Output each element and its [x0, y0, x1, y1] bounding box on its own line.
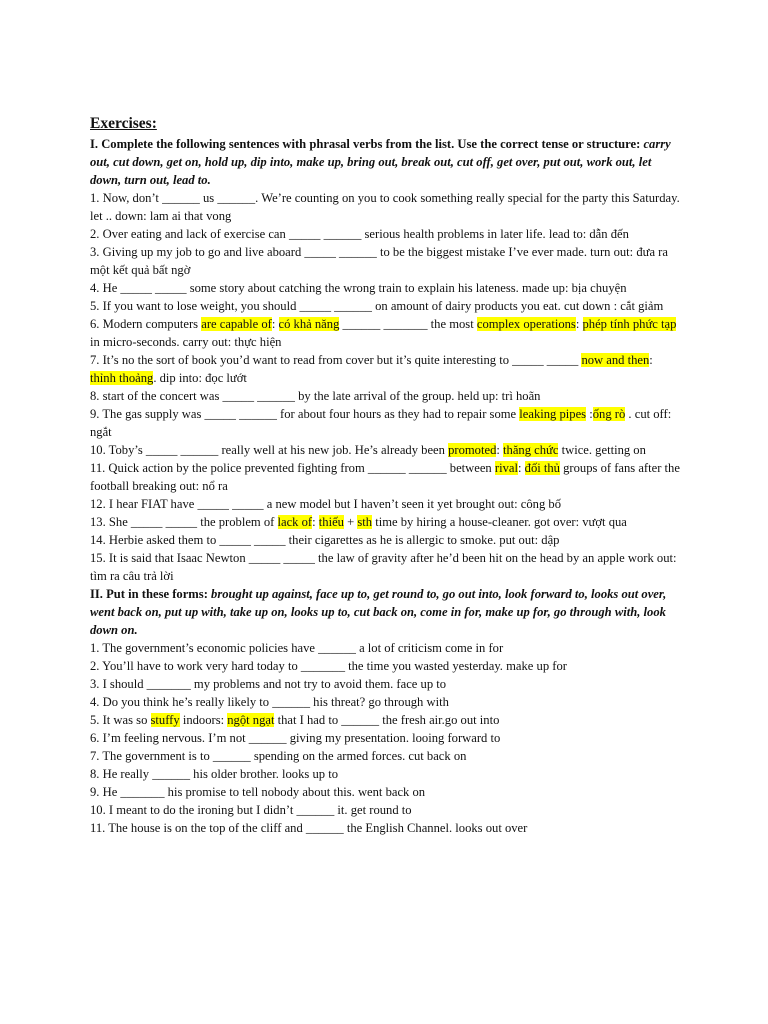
highlighted-phrase: sth [357, 515, 373, 529]
sentence-text: 3. Giving up my job to go and live aboard _____ ______ to be the biggest mistake I’ve ever made. turn out: đưa ra một kết quả bất ngờ [90, 245, 668, 277]
sentence-text: : [312, 515, 319, 529]
section-1-sentence-14 [90, 531, 680, 549]
sentence-text: 2. You’ll have to work very hard today to _______ the time you wasted yesterday. make up for [90, 659, 567, 673]
section-2-sentence-8 [90, 765, 680, 783]
sentence-text: 14. Herbie asked them to _____ _____ their cigarettes as he is allergic to smoke. put out: dập [90, 533, 560, 547]
sentence-text: 8. He really ______ his older brother. looks up to [90, 767, 338, 781]
section-2-sentence-1 [90, 639, 680, 657]
section-2-sentence-3 [90, 675, 680, 693]
sentence-text: 4. Do you think he’s really likely to ______ his threat? go through with [90, 695, 449, 709]
sentence-text: . cut off: ngắt [90, 407, 672, 439]
sentence-text: 5. If you want to lose weight, you should _____ ______ on amount of dairy products you eat. cut down : cắt giảm [90, 299, 664, 313]
section-2-sentence-4 [90, 693, 680, 711]
sentence-text: 12. I hear FIAT have _____ _____ a new model but I haven’t seen it yet brought out: công bố [90, 497, 562, 511]
worksheet-page [90, 114, 680, 837]
highlighted-phrase: thiếu [318, 515, 344, 529]
section-2-sentence-7 [90, 747, 680, 765]
sentence-text: : [271, 317, 279, 331]
sentence-text: 10. Toby’s _____ ______ really well at his new job. He’s already been [90, 443, 449, 457]
sentence-text: 11. Quick action by the police prevented fighting from ______ ______ between [90, 461, 495, 475]
section-1-sentence-12 [90, 495, 680, 513]
sentence-text: : [496, 443, 504, 457]
section-2-sentence-10 [90, 801, 680, 819]
highlighted-phrase: ống rò [592, 407, 626, 421]
section-2-sentence-list [90, 639, 680, 837]
highlighted-phrase: complex operations [476, 317, 576, 331]
section-1-sentence-13 [90, 513, 680, 531]
sentence-text: 6. Modern computers [90, 317, 202, 331]
section-1-sentence-list [90, 189, 680, 585]
highlighted-phrase: thăng chức [503, 443, 559, 457]
highlighted-phrase: stuffy [150, 713, 180, 727]
sentence-text: : [649, 353, 653, 367]
section-1-sentence-11 [90, 459, 680, 495]
highlighted-phrase: ngột ngạt [227, 713, 275, 727]
sentence-text: 15. It is said that Isaac Newton _____ _____ the law of gravity after he’d been hit on the head by an apple work out: tìm ra câu trả lời [90, 551, 677, 583]
sentence-text: 7. The government is to ______ spending on the armed forces. cut back on [90, 749, 467, 763]
sentence-text: twice. getting on [558, 443, 646, 457]
sentence-text: : [575, 317, 583, 331]
section-2-sentence-11 [90, 819, 680, 837]
highlighted-phrase: leaking pipes [519, 407, 587, 421]
section-1-sentence-15 [90, 549, 680, 585]
section-2-instruction [90, 585, 680, 639]
section-1-sentence-3 [90, 243, 680, 279]
section-1-sentence-7 [90, 351, 680, 387]
highlighted-phrase: đối thủ [524, 461, 560, 475]
sentence-text: groups of fans after the football breaking out: nổ ra [90, 461, 680, 493]
section-1-sentence-1 [90, 189, 680, 225]
sentence-text: 4. He _____ _____ some story about catching the wrong train to explain his lateness. made up: bịa chuyện [90, 281, 627, 295]
exercises-title: Exercises: [90, 115, 157, 132]
highlighted-phrase: promoted [448, 443, 497, 457]
sentence-text: : [517, 461, 525, 475]
sentence-text: 6. I’m feeling nervous. I’m not ______ giving my presentation. looing forward to [90, 731, 501, 745]
sentence-text: 7. It’s no the sort of book you’d want to read from cover but it’s quite interesting to _____ _____ [90, 353, 582, 367]
sentence-text: time by hiring a house-cleaner. got over: vượt qua [372, 515, 627, 529]
section-2-sentence-9 [90, 783, 680, 801]
sentence-text: 2. Over eating and lack of exercise can _____ ______ serious health problems in later life. lead to: dẫn đến [90, 227, 629, 241]
sentence-text: 9. The gas supply was _____ ______ for about four hours as they had to repair some [90, 407, 520, 421]
sentence-text: that I had to ______ the fresh air.go out into [274, 713, 500, 727]
highlighted-phrase: are capable of [201, 317, 272, 331]
section-2-sentence-2 [90, 657, 680, 675]
highlighted-phrase: phép tính phức tạp [582, 317, 677, 331]
section-2-sentence-5 [90, 711, 680, 729]
section-1-instruction-text: I. Complete the following sentences with phrasal verbs from the list. Use the correct tense or structure: [90, 137, 641, 151]
highlighted-phrase: có khả năng [278, 317, 340, 331]
section-2-sentence-6 [90, 729, 680, 747]
sentence-text: 3. I should _______ my problems and not try to avoid them. face up to [90, 677, 447, 691]
sentence-text: ______ _______ the most [339, 317, 477, 331]
section-1-sentence-2 [90, 225, 680, 243]
section-1-sentence-5 [90, 297, 680, 315]
highlighted-phrase: now and then [581, 353, 650, 367]
highlighted-phrase: rival [494, 461, 518, 475]
section-1-instruction [90, 135, 680, 189]
highlighted-phrase: lack of [277, 515, 313, 529]
sentence-text: 9. He _______ his promise to tell nobody about this. went back on [90, 785, 426, 799]
section-1-sentence-8 [90, 387, 680, 405]
sentence-text: 1. The government’s economic policies have ______ a lot of criticism come in for [90, 641, 504, 655]
sentence-text: 13. She _____ _____ the problem of [90, 515, 278, 529]
section-1-sentence-10 [90, 441, 680, 459]
section-1-verb-list: carry out, cut down, get on, hold up, dip into, make up, bring out, break out, cut off, get over, put out, work out, let down, turn out, lead to. [90, 137, 671, 187]
sentence-text: 10. I meant to do the ironing but I didn’t ______ it. get round to [90, 803, 412, 817]
sentence-text: . dip into: đọc lướt [153, 371, 247, 385]
highlighted-phrase: thỉnh thoảng [90, 371, 154, 385]
sentence-text: in micro-seconds. carry out: thực hiện [90, 335, 282, 349]
section-1-sentence-6 [90, 315, 680, 351]
sentence-text: indoors: [179, 713, 228, 727]
section-2-instruction-text: II. Put in these forms: [90, 587, 208, 601]
sentence-text: 11. The house is on the top of the cliff and ______ the English Channel. looks out over [90, 821, 528, 835]
section-1-sentence-4 [90, 279, 680, 297]
sentence-text: 5. It was so [90, 713, 151, 727]
sentence-text: 8. start of the concert was _____ ______ by the late arrival of the group. held up: trì hoãn [90, 389, 541, 403]
section-2-verb-list: brought up against, face up to, get round to, go out into, look forward to, looks out over, went back on, put up with, take up on, looks up to, cut back on, come in for, make up for, go through with, look down on. [90, 587, 667, 637]
section-1-sentence-9 [90, 405, 680, 441]
sentence-text: + [343, 515, 358, 529]
sentence-text: : [586, 407, 593, 421]
sentence-text: 1. Now, don’t ______ us ______. We’re counting on you to cook something really special for the party this Saturday. let .. down: lam ai that vong [90, 191, 680, 223]
